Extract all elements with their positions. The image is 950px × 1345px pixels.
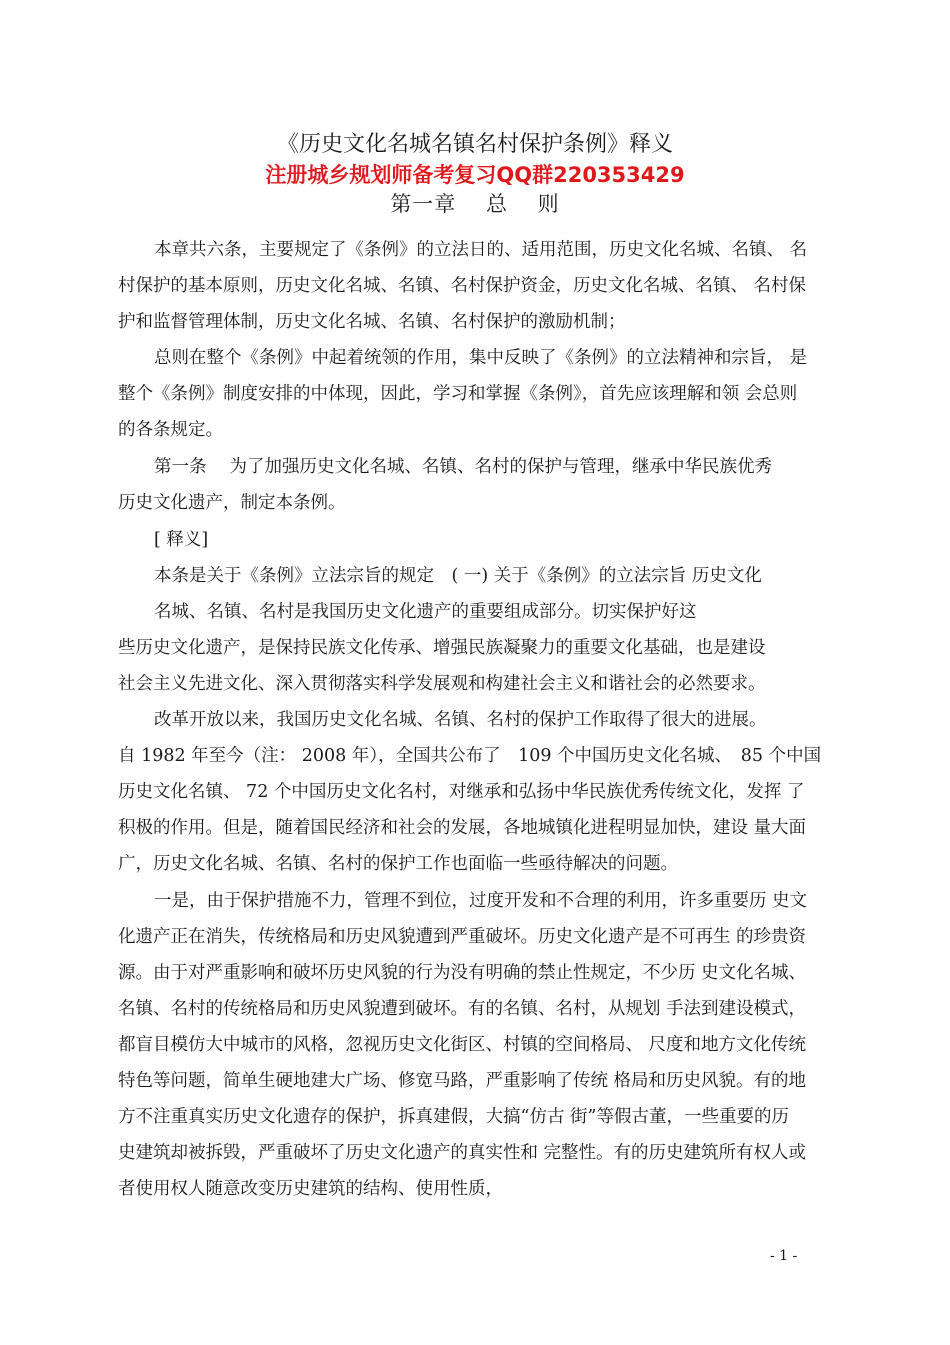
text-line: 本章共六条，主要规定了《条例》的立法日的、适用范围，历史文化名城、名镇、 名 bbox=[154, 240, 808, 260]
text-line: 积极的作用。但是，随着国民经济和社会的发展，各地城镇化进程明显加快，建设 量大面 bbox=[118, 818, 807, 838]
article-heading: 第一条 为了加强历史文化名城、名镇、名村的保护与管理，继承中华民族优秀 bbox=[154, 457, 773, 477]
text-line: 整个《条例》制度安排的中体现，因此，学习和掌握《条例》，首先应该理解和领 会总则 bbox=[118, 384, 798, 404]
text-line: 护和监督管理体制，历史文化名城、名镇、名村保护的激励机制； bbox=[118, 312, 626, 332]
text-line: 一是，由于保护措施不力，管理不到位，过度开发和不合理的利用，许多重要历 史文 bbox=[154, 891, 808, 911]
text-line: 历史文化名镇、 72 个中国历史文化名村，对继承和弘扬中华民族优秀传统文化，发挥 了 bbox=[118, 782, 805, 802]
text-line: 本条是关于《条例》立法宗旨的规定 ( 一) 关于《条例》的立法宗旨 历史文化 bbox=[154, 566, 762, 586]
text-line: 名城、名镇、名村是我国历史文化遗产的重要组成部分。切实保护好这 bbox=[154, 602, 697, 622]
interpretation-label: [ 释义] bbox=[154, 530, 209, 550]
text-line: 化遗产正在消失，传统格局和历史风貌遭到严重破坏。历史文化遗产是不可再生 的珍贵资 bbox=[118, 927, 807, 947]
text-line: 总则在整个《条例》中起着统领的作用，集中反映了《条例》的立法精神和宗旨， 是 bbox=[154, 348, 808, 368]
document-title: 《历史文化名城名镇名村保护条例》释义 bbox=[276, 132, 673, 157]
text-line: 改革开放以来，我国历史文化名城、名镇、名村的保护工作取得了很大的进展。 bbox=[154, 710, 767, 730]
watermark-subtitle: 注册城乡规划师备考复习QQ群220353429 bbox=[265, 163, 685, 187]
text-line: 源。由于对严重影响和破坏历史风貌的行为没有明确的禁止性规定，不少历 史文化名城、 bbox=[118, 963, 807, 983]
text-line: 方不注重真实历史文化遗存的保护，拆真建假，大搞“仿古 街”等假古董，一些重要的历 bbox=[118, 1107, 789, 1127]
text-line: 名镇、名村的传统格局和历史风貌遭到破坏。有的名镇、名村，从规划 手法到建设模式， bbox=[118, 999, 807, 1019]
text-line: 些历史文化遗产，是保持民族文化传承、增强民族凝聚力的重要文化基础，也是建设 bbox=[118, 638, 766, 658]
text-line: 都盲目模仿大中城市的风格，忽视历史文化街区、村镇的空间格局、 尺度和地方文化传统 bbox=[118, 1035, 807, 1055]
text-line: 社会主义先进文化、深入贯彻落实科学发展观和构建社会主义和谐社会的必然要求。 bbox=[118, 674, 766, 694]
text-line: 自 1982 年至今（注： 2008 年），全国共公布了 109 个中国历史文化名城、 85 个中国 bbox=[118, 746, 822, 766]
page-number: - 1 - bbox=[770, 1248, 798, 1264]
chapter-heading: 第一章 总 则 bbox=[390, 192, 560, 216]
text-line: 广，历史文化名城、名镇、名村的保护工作也面临一些亟待解决的问题。 bbox=[118, 854, 678, 874]
text-line: 的各条规定。 bbox=[118, 420, 223, 440]
text-line: 史建筑却被拆毁，严重破坏了历史文化遗产的真实性和 完整性。有的历史建筑所有权人或 bbox=[118, 1143, 807, 1163]
text-line: 者使用权人随意改变历史建筑的结构、使用性质， bbox=[118, 1179, 503, 1199]
text-line: 特色等问题，简单生硬地建大广场、修宽马路，严重影响了传统 格局和历史风貌。有的地 bbox=[118, 1071, 807, 1091]
text-line: 历史文化遗产，制定本条例。 bbox=[118, 493, 346, 513]
text-line: 村保护的基本原则，历史文化名城、名镇、名村保护资金，历史文化名城、名镇、 名村保 bbox=[118, 276, 807, 296]
